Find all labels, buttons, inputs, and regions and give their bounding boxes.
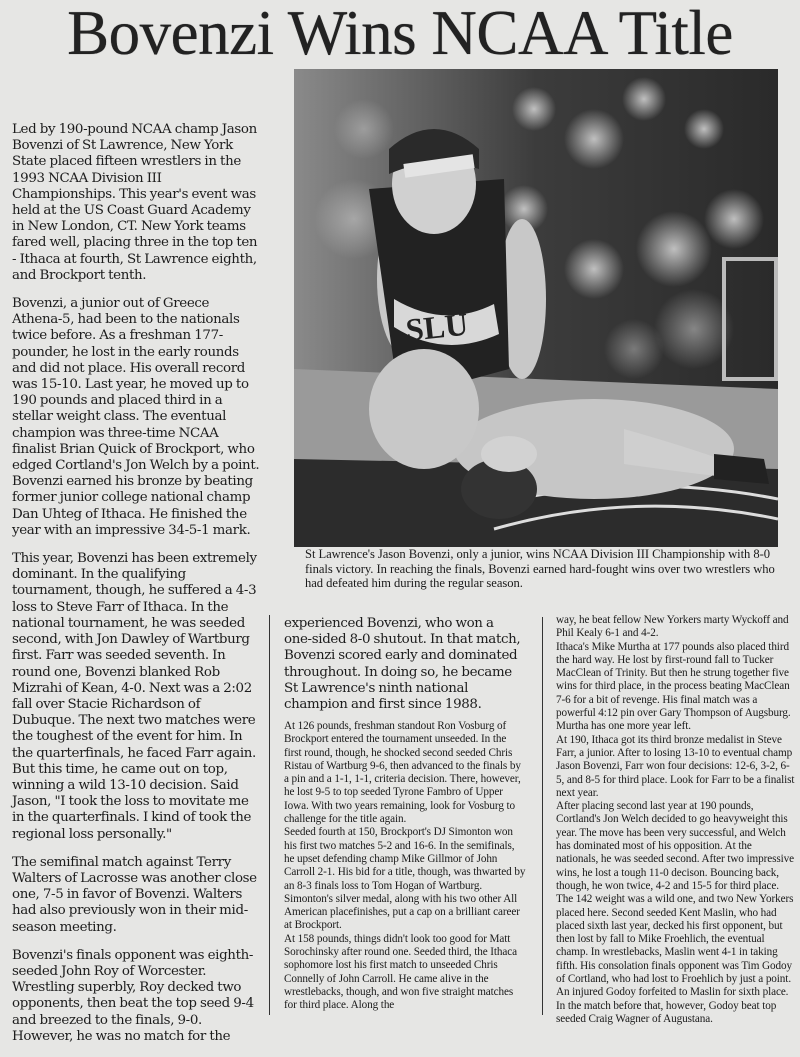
paragraph: Bovenzi, a junior out of Greece Athena-5, had been to the nationals twice before. As a freshman 177-pounder, he lost in the early rounds and did not place. His overall record was 15-10. Last year, he moved up to 190 pounds and placed third in a stellar weight class. The eventual champion was three-time NCAA finalist Brian Quick of Brockport, who edged Cortland's Jon Welch by a point. Bovenzi earned his bronze by beating former junior college national champ Dan Uhteg of Ithaca. He finished the year with an impressive 34-5-1 mark. xyxy=(12,296,260,538)
photo-caption: St Lawrence's Jason Bovenzi, only a junior, wins NCAA Division III Championship with 8-0 finals victory. In reaching the finals, Bovenzi earned hard-fought wins over two wrestlers who had defeated him during the regular season. xyxy=(305,547,775,590)
paragraph: Ithaca's Mike Murtha at 177 pounds also placed third the hard way. He lost by first-round fall to Tucker MacClean of Trinity. But then he strung together five wins for third place, in the process beating MacClean 7-6 for a bit of revenge. His final match was a powerful 4:12 pin over Gary Thompson of Augsburg. Murtha has one more year left. xyxy=(556,640,791,733)
paragraph: Bovenzi's finals opponent was eighth-seeded John Roy of Worcester. Wrestling superbly, Roy decked two opponents, then beat the top seed 9-4 and breezed to the finals, 9-0. However, he was no match for the xyxy=(12,947,254,1044)
column-divider xyxy=(269,615,270,1015)
svg-text:SLU: SLU xyxy=(404,305,470,348)
paragraph: The semifinal match against Terry Walters of Lacrosse was another close one, 7-5 in favor of Bovenzi. Walters had also previously won in their mid-season meeting. xyxy=(12,854,257,935)
paragraph: At 190, Ithaca got its third bronze medalist in Steve Farr, a junior. After to losing 13-10 to eventual champ Jason Bovenzi, Farr won four decisions: 12-6, 3-2, 6-5, and 8-5 for third place. Look for Farr to be a finalist next year. xyxy=(556,733,795,799)
continuation-column xyxy=(284,616,522,725)
headline: Bovenzi Wins NCAA Title xyxy=(67,0,733,68)
lead-column xyxy=(12,122,260,1057)
paragraph: experienced Bovenzi, who won a one-sided 8-0 shutout. In that match, Bovenzi scored early and dominated throughout. In doing so, he became St Lawrence's ninth national champion and first since 1988. xyxy=(284,616,521,713)
paragraph: This year, Bovenzi has been extremely dominant. In the qualifying tournament, though, he suffered a 4-3 loss to Steve Farr of Ithaca. In the national tournament, he was seeded second, with Jon Dawley of Wartburg first. Farr was seeded seventh. In round one, Bovenzi blanked Rob Mizrahi of Kean, 4-0. Next was a 2:02 fall over Stacie Richardson of Dubuque. The next two matches were the toughest of the event for him. In the quarterfinals, he faced Farr again. But this time, he came out on top, winning a wild 13-10 decision. Said Jason, "I took the loss to movitate me in the quarterfinals. I kind of took the regional loss personally." xyxy=(12,551,257,842)
paragraph: Led by 190-pound NCAA champ Jason Bovenzi of St Lawrence, New York State placed fifteen wrestlers in the 1993 NCAA Division III Championships. This year's event was held at the US Coast Guard Academy in New London, CT. New York teams fared well, placing three in the top ten - Ithaca at fourth, St Lawrence eighth, and Brockport tenth. xyxy=(12,122,258,283)
paragraph: way, he beat fellow New Yorkers marty Wyckoff and Phil Kealy 6-1 and 4-2. xyxy=(556,614,789,640)
results-column-2 xyxy=(556,614,796,1026)
paragraph: The 142 weight was a wild one, and two New Yorkers placed here. Second seeded Kent Maslin, who had placed sixth last year, decked his first opponent, but then lost by fall to Mike Froehlich, the eventual champ. In wrestlebacks, Maslin went 4-1 in taking fifth. His consolation finals opponent was Tim Godoy of Cortland, who had lost to Froehlich by just a point. An injured Godoy forfeited to Maslin for sixth place. In the match before that, however, Godoy beat top seeded Craig Wagner of Augustana. xyxy=(556,893,794,1025)
paragraph: At 158 pounds, things didn't look too good for Matt Sorochinsky after round one. Seeded third, the Ithaca sophomore lost his first match to unseeded Chris Connelly of John Carroll. He came alive in the wrestlebacks, though, and won five straight matches for third place. Along the xyxy=(284,932,517,1012)
paragraph: Seeded fourth at 150, Brockport's DJ Simonton won his first two matches 5-2 and 16-6. In the semifinals, he upset defending champ Mike Gillmor of John Carroll 2-1. His bid for a title, though, was thwarted by an 8-3 finals loss to Tom Hogan of Wartburg. Simonton's silver medal, along with his two other All American placefinishes, put a cap on a brilliant career at Brockport. xyxy=(284,826,526,932)
results-column-1 xyxy=(284,720,526,1013)
column-divider xyxy=(542,617,543,1015)
paragraph: At 126 pounds, freshman standout Ron Vosburg of Brockport entered the tournament unseeded. In the first round, though, he shocked second seeded Chris Ristau of Wartburg 9-6, then advanced to the finals by a pin and a 1-1, 1-1, criteria decision. There, however, he lost 9-5 to top seeded Tyrone Fambro of Upper Iowa. With two years remaining, look for Vosburg to challenge for the title again. xyxy=(284,720,521,826)
wrestling-photo xyxy=(294,69,778,547)
paragraph: After placing second last year at 190 pounds, Cortland's Jon Welch decided to go heavyweight this year. The move has been very successful, and Welch has dominated most of his opposition. At the nationals, he was seeded second. After two impressive wins, he lost a tough 11-0 decison. Bouncing back, though, he won twice, 4-2 and 15-5 for third place. xyxy=(556,800,794,892)
